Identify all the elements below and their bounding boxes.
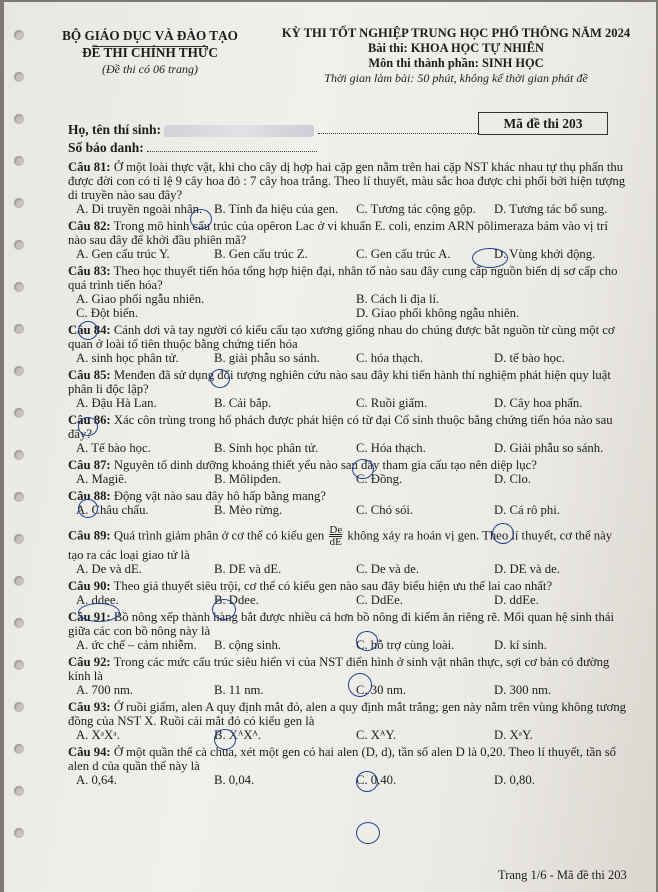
question-number: Câu 89:: [68, 528, 111, 543]
question-number: Câu 86:: [68, 413, 111, 427]
pen-mark-87: [78, 499, 98, 518]
pen-mark-88: [492, 523, 514, 544]
question-number: Câu 82:: [68, 219, 111, 233]
pen-mark-81: [190, 209, 212, 229]
binder-holes: [14, 2, 28, 892]
question-list: [68, 160, 628, 787]
fraction-top: De: [329, 524, 343, 536]
name-dots: [318, 123, 478, 134]
pen-mark-93: [356, 771, 378, 792]
option-c[interactable]: C. 0,40.: [356, 773, 397, 787]
option-c[interactable]: C. XᴬY.: [356, 728, 397, 742]
question-text: Theo học thuyết tiến hóa tổng hợp hiện đại, nhân tố nào sau đây cung cấp nguồn biến dị sơ cấp cho quá trình tiến hóa?: [68, 264, 618, 292]
id-dots: [147, 141, 317, 152]
option-c[interactable]: C. Đồng.: [356, 472, 403, 486]
question-number: Câu 91:: [68, 610, 111, 624]
option-b[interactable]: B. Sinh học phân tử.: [214, 441, 319, 455]
option-a[interactable]: A. ddee.: [76, 593, 119, 607]
options-row: [68, 728, 628, 742]
option-b[interactable]: B. Cải bắp.: [214, 396, 272, 410]
ministry: BỘ GIÁO DỤC VÀ ĐÀO TẠO: [62, 28, 238, 43]
pen-mark-86: [352, 459, 374, 479]
option-a[interactable]: A. 0,64.: [76, 773, 117, 787]
pen-mark-94: [356, 822, 380, 844]
question-text: Cánh dơi và tay người có kiểu cấu tạo xương giống nhau do chúng được bắt nguồn từ cùng một cơ quan ở loài tổ tiên thuộc bằng chứng tiến hóa: [68, 323, 615, 351]
option-d[interactable]: D. Clo.: [494, 472, 532, 486]
question-text: Động vật nào sau đây hô hấp bằng mang?: [113, 489, 326, 503]
question-text: Ở một loài thực vật, khi cho cây dị hợp hai cặp gen nằm trên hai cặp NST khác nhau tự thụ phấn thu được đời con có tỉ lệ 9 cây hoa đỏ : 7 cây hoa trắng. Theo lí thuyết, màu sắc hoa được chi phối bởi hiện tượng di truyền nào sau đây?: [68, 160, 626, 202]
option-d[interactable]: D. 300 nm.: [494, 683, 552, 697]
pen-mark-89a: [78, 603, 120, 622]
question-88: [68, 489, 628, 517]
option-b[interactable]: B. DE và dE.: [214, 562, 282, 576]
exam-paper: [4, 2, 656, 892]
option-a[interactable]: A. XᵃXᵃ.: [76, 728, 120, 742]
question-90: [68, 579, 628, 607]
option-a[interactable]: A. sinh học phân tử.: [76, 351, 179, 365]
option-c[interactable]: C. Hóa thạch.: [356, 441, 426, 455]
question-91: [68, 610, 628, 652]
question-text: Xác côn trùng trong hổ phách được phát hiện có từ đại Cổ sinh thuộc bằng chứng tiến hóa nào sau đây?: [68, 413, 613, 441]
option-a[interactable]: A. ức chế – cảm nhiễm.: [76, 638, 197, 652]
option-d[interactable]: D. ddEe.: [494, 593, 539, 607]
question-86: [68, 413, 628, 455]
question-text-a: Quá trình giảm phân ở cơ thể có kiểu gen: [113, 528, 325, 543]
question-89: [68, 525, 628, 576]
option-d[interactable]: D. DE và de.: [494, 562, 560, 576]
ministry-underline: [92, 46, 208, 47]
redacted-name: [164, 125, 314, 137]
pen-mark-92: [214, 729, 236, 750]
question-84: [68, 323, 628, 365]
genotype-fraction: [329, 525, 342, 548]
options-row: [68, 441, 628, 455]
option-a[interactable]: A. 700 nm.: [76, 683, 134, 697]
question-number: Câu 81:: [68, 160, 111, 174]
option-d[interactable]: D. Vùng khởi động.: [494, 247, 596, 261]
option-a[interactable]: A. Gen cấu trúc Y.: [76, 247, 170, 261]
option-d[interactable]: D. Giải phẫu so sánh.: [494, 441, 604, 455]
option-b[interactable]: B. XᴬXᴬ.: [214, 728, 262, 742]
pen-mark-84: [210, 369, 230, 388]
pen-mark-83: [78, 321, 98, 340]
pen-mark-82: [472, 248, 508, 268]
question-number: Câu 83:: [68, 264, 111, 278]
student-name-row: [68, 122, 478, 138]
option-c[interactable]: C. Gen cấu trúc A.: [356, 247, 451, 261]
options-row: [68, 247, 628, 261]
option-a[interactable]: A. Magiê.: [76, 472, 128, 486]
question-text: Trong các mức cấu trúc siêu hiển vi của NST điển hình ở sinh vật nhân thực, sợi cơ bản có đường kính là: [68, 655, 610, 683]
fraction-bottom: dE: [329, 536, 342, 548]
question-number: Câu 94:: [68, 745, 111, 759]
option-c[interactable]: C. hỗ trợ cùng loài.: [356, 638, 455, 652]
id-label: Số báo danh:: [68, 140, 144, 155]
question-text-b: không xảy ra hoán vị gen. Theo lí thuyết, cơ thể này tạo ra các loại giao tử là: [68, 528, 613, 562]
options-row: [68, 472, 628, 486]
question-number: Câu 92:: [68, 655, 111, 669]
option-d[interactable]: D. tế bào học.: [494, 351, 565, 365]
option-d[interactable]: D. 0,80.: [494, 773, 535, 787]
option-c[interactable]: C. Tương tác cộng gộp.: [356, 202, 476, 216]
option-b[interactable]: B. giải phẫu so sánh.: [214, 351, 320, 365]
pen-mark-91: [348, 673, 372, 697]
header-left: [40, 28, 260, 77]
option-c[interactable]: C. hóa thạch.: [356, 351, 423, 365]
option-a[interactable]: A. De và dE.: [76, 562, 142, 576]
page-footer: Trang 1/6 - Mã đề thi 203: [498, 868, 627, 882]
subject: Môn thi thành phần: SINH HỌC: [368, 56, 544, 70]
time-limit: Thời gian làm bài: 50 phút, không kể thời gian phát đề: [324, 71, 588, 85]
option-d[interactable]: D. Tương tác bổ sung.: [494, 202, 608, 216]
option-b[interactable]: B. Tính đa hiệu của gen.: [214, 202, 339, 216]
options-row: [68, 773, 628, 787]
question-number: Câu 85:: [68, 368, 111, 382]
pen-mark-85: [78, 417, 98, 436]
options-row: [68, 503, 628, 517]
option-b[interactable]: B. cộng sinh.: [214, 638, 281, 652]
question-number: Câu 88:: [68, 489, 111, 503]
question-number: Câu 87:: [68, 458, 111, 472]
question-number: Câu 90:: [68, 579, 111, 593]
exam-title: KỲ THI TỐT NGHIỆP TRUNG HỌC PHỔ THÔNG NĂM 2024: [281, 26, 631, 40]
option-b[interactable]: B. 11 nm.: [214, 683, 264, 697]
question-81: [68, 160, 628, 216]
option-c[interactable]: C. Ruồi giấm.: [356, 396, 428, 410]
name-label: Họ, tên thí sinh:: [68, 122, 162, 137]
option-a[interactable]: A. Giao phối ngẫu nhiên.: [76, 292, 205, 306]
question-94: [68, 745, 628, 787]
question-82: [68, 219, 628, 261]
header-right: [266, 26, 646, 86]
question-85: [68, 368, 628, 410]
options-row: [68, 351, 628, 365]
question-number: Câu 93:: [68, 700, 111, 714]
question-number: Câu 84:: [68, 323, 111, 337]
option-c[interactable]: C. 30 nm.: [356, 683, 407, 697]
option-b[interactable]: B. Ddee.: [214, 593, 259, 607]
student-id-row: [68, 140, 317, 156]
option-d[interactable]: D. Cá rô phi.: [494, 503, 560, 517]
option-d[interactable]: D. kí sinh.: [494, 638, 547, 652]
option-a[interactable]: A. Di truyền ngoài nhân.: [76, 202, 203, 216]
question-text: Ở ruồi giấm, alen A quy định mắt đỏ, alen a quy định mắt trắng; gen này nằm trên vùng không tương đồng của NST X. Ruồi cái mắt đỏ có kiểu gen là: [68, 700, 627, 728]
option-b[interactable]: B. 0,04.: [214, 773, 255, 787]
option-c[interactable]: C. Đột biến.: [76, 306, 139, 320]
exam-code-box: Mã đề thi 203: [478, 112, 608, 135]
options-row: [68, 638, 628, 652]
option-d[interactable]: D. XᵃY.: [494, 728, 533, 742]
options-row: [68, 202, 628, 216]
option-b[interactable]: B. Môlipđen.: [214, 472, 282, 486]
option-d[interactable]: D. Cây hoa phấn.: [494, 396, 583, 410]
options-row: [68, 292, 628, 306]
option-a[interactable]: A. Châu chấu.: [76, 503, 149, 517]
option-c[interactable]: C. De và de.: [356, 562, 420, 576]
options-row: [68, 562, 628, 576]
option-a[interactable]: A. Tế bào học.: [76, 441, 151, 455]
pen-mark-89b: [212, 599, 236, 620]
options-row: [68, 593, 628, 607]
question-87: [68, 458, 628, 486]
question-93: [68, 700, 628, 742]
pen-mark-90: [356, 631, 378, 651]
question-text: Ở một quần thể cà chua, xét một gen có hai alen (D, d), tần số alen D là 0,20. Theo lí thuyết, tần số alen d của quần thể này là: [68, 745, 617, 773]
question-text: Theo giả thuyết siêu trội, cơ thể có kiểu gen nào sau đây biểu hiện ưu thế lai cao nhất?: [113, 579, 553, 593]
question-text: Bồ nông xếp thành hàng bắt được nhiều cá hơn bồ nông đi kiếm ăn riêng rẽ. Mối quan hệ sinh thái giữa các con bồ nông này là: [68, 610, 615, 638]
option-a[interactable]: A. Đậu Hà Lan.: [76, 396, 157, 410]
question-text: Nguyên tố dinh dưỡng khoáng thiết yếu nào sau đây tham gia cấu tạo nên diệp lục?: [113, 458, 537, 472]
option-c[interactable]: C. DdEe.: [356, 593, 403, 607]
official-label: ĐỀ THI CHÍNH THỨC: [82, 45, 218, 60]
option-b[interactable]: B. Mèo rừng.: [214, 503, 283, 517]
option-b[interactable]: B. Gen cấu trúc Z.: [214, 247, 308, 261]
subject-group: Bài thi: KHOA HỌC TỰ NHIÊN: [368, 41, 544, 55]
option-d[interactable]: D. Giao phối không ngẫu nhiên.: [356, 306, 520, 320]
pages-note: (Đề thi có 06 trang): [102, 62, 198, 76]
option-b[interactable]: B. Cách li địa lí.: [356, 292, 440, 306]
option-c[interactable]: C. Chó sói.: [356, 503, 414, 517]
question-92: [68, 655, 628, 697]
options-row: [68, 396, 628, 410]
options-row: [68, 306, 628, 320]
question-text: Trong mô hình cấu trúc của opêron Lac ở vi khuẩn E. coli, enzim ARN pôlimeraza bám vào vị trí nào sau đây để khởi đầu phiên mã?: [68, 219, 608, 247]
question-83: [68, 264, 628, 320]
question-text: Menđen đã sử dụng đối tượng nghiên cứu nào sau đây khi tiến hành thí nghiệm phát hiện quy luật phân li độc lập?: [68, 368, 611, 396]
